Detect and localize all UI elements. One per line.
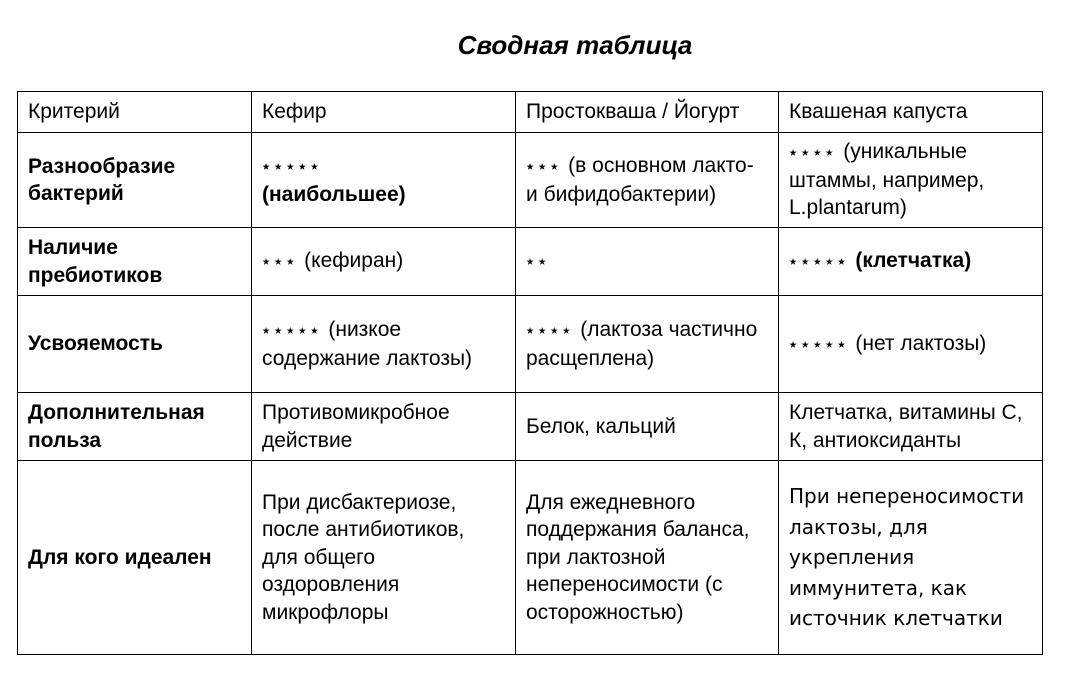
cell-kefir: Противомикробное действие <box>252 393 516 461</box>
cell-yogurt: Для ежедневного поддержания баланса, при лактозной непереносимости (с осторожностью) <box>516 461 779 655</box>
cell-yogurt <box>516 296 779 393</box>
cell-text: (клетчатка) <box>855 249 972 273</box>
cell-text: (наибольшее) <box>262 182 406 206</box>
cell-text: (в основном лакто- и бифидобактерии) <box>526 154 754 206</box>
cell-kefir <box>252 228 516 296</box>
cell-text: (кефиран) <box>304 249 404 273</box>
cell-sauerkraut: При непереносимости лактозы, для укрепления иммунитета, как источник клетчатки <box>779 461 1043 655</box>
cell-text: (уникальные штаммы, например, L.plantarum) <box>789 140 985 220</box>
cell-kefir <box>252 296 516 393</box>
cell-text: (нет лактозы) <box>855 331 987 355</box>
star-rating-icon: ⭑⭑⭑ <box>526 157 563 175</box>
cell-yogurt <box>516 228 779 296</box>
row-criterion: Разнообразие бактерий <box>18 133 252 228</box>
table-row <box>18 461 1043 655</box>
star-rating-icon: ⭑⭑⭑ <box>262 252 299 271</box>
row-criterion: Дополнительная польза <box>18 393 252 461</box>
star-rating-icon: ⭑⭑⭑⭑ <box>526 321 575 339</box>
page-title: Сводная таблица <box>457 30 693 60</box>
star-rating-icon: ⭑⭑⭑⭑⭑ <box>262 157 323 175</box>
cell-sauerkraut: Клетчатка, витамины С, К, антиоксиданты <box>779 393 1043 461</box>
star-rating-icon: ⭑⭑⭑⭑ <box>789 143 838 162</box>
cell-yogurt: Белок, кальций <box>516 393 779 461</box>
cell-kefir <box>252 133 516 228</box>
cell-text: (низкое содержание лактозы) <box>262 318 473 370</box>
table-header-row <box>18 92 1043 133</box>
cell-sauerkraut <box>779 228 1043 296</box>
cell-sauerkraut <box>779 296 1043 393</box>
star-rating-icon: ⭑⭑⭑⭑⭑ <box>262 321 323 339</box>
table-row <box>18 228 1043 296</box>
cell-text: (лактоза частично расщеплена) <box>526 318 758 370</box>
header-criterion: Критерий <box>18 92 252 133</box>
table-row <box>18 133 1043 228</box>
star-rating-icon: ⭑⭑⭑⭑⭑ <box>789 252 850 271</box>
table-row <box>18 393 1043 461</box>
header-sauerkraut: Квашеная капуста <box>779 92 1043 133</box>
header-kefir: Кефир <box>252 92 516 133</box>
star-rating-icon: ⭑⭑⭑⭑⭑ <box>789 334 850 353</box>
cell-kefir: При дисбактериозе, после антибиотиков, для общего оздоровления микрофлоры <box>252 461 516 655</box>
cell-sauerkraut <box>779 133 1043 228</box>
table-row <box>18 296 1043 393</box>
row-criterion: Наличие пребиотиков <box>18 228 252 296</box>
cell-yogurt <box>516 133 779 228</box>
row-criterion: Для кого идеален <box>18 461 252 655</box>
row-criterion: Усвояемость <box>18 296 252 393</box>
summary-table <box>17 91 1043 655</box>
header-yogurt: Простокваша / Йогурт <box>516 92 779 133</box>
star-rating-icon: ⭑⭑ <box>526 252 551 271</box>
